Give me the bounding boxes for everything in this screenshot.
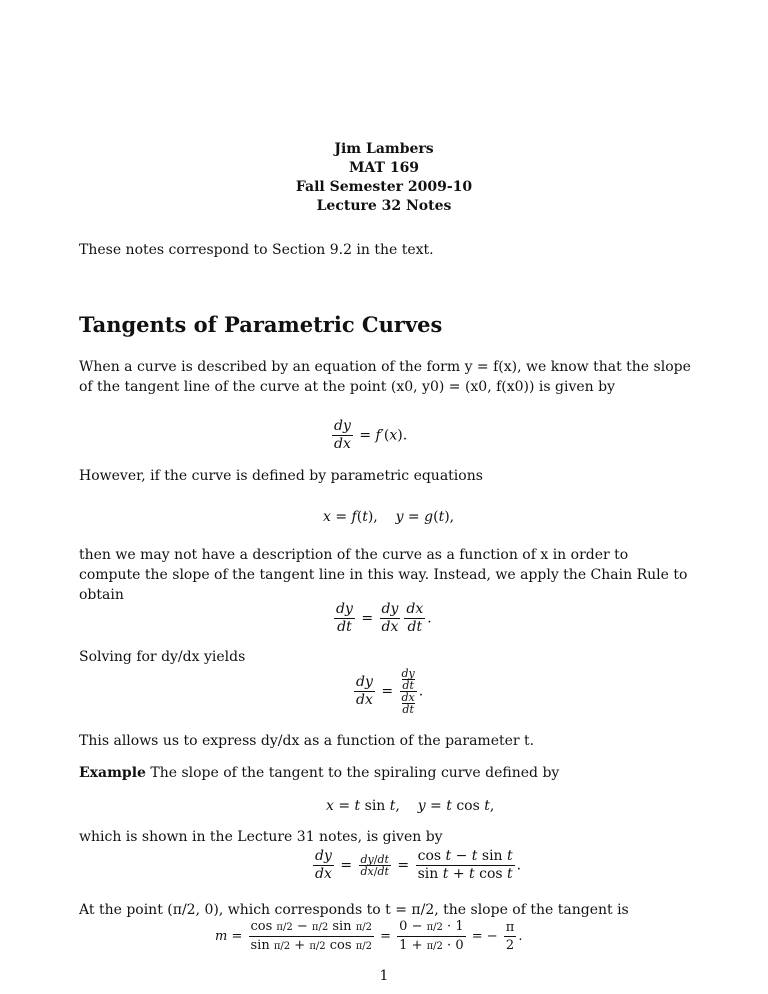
paragraph-6: which is shown in the Lecture 31 notes, is given by (79, 829, 443, 845)
equation-chain-rule: $\frac{dy}{dt}$ = $\frac{dy}{dx}$ $\frac{dx}{dt}$ . (336, 601, 432, 635)
page-number: 1 (379, 968, 389, 984)
paragraph-7: At the point (π/2, 0), which corresponds to t = π/2, the slope of the tangent is (79, 902, 629, 918)
equation-parametric: x = f(t), y = g(t), (323, 509, 455, 525)
semester: Fall Semester 2009-10 (295, 179, 473, 195)
equation-dydx-ratio: $\frac{dy}{dx}$ = dy dt dx dt . (356, 667, 424, 716)
paragraph-4: Solving for dy/dx yields (79, 649, 246, 665)
example-paragraph (79, 763, 559, 783)
lecture-title: Lecture 32 Notes (316, 198, 452, 214)
paragraph-3: then we may not have a description of the curve as a function of x in order to compute the slope of the tangent line in this way. Instead, we apply the Chain Rule to obtain (79, 547, 688, 603)
equation-spiral-slope: $\frac{dy}{dx}$ = $\frac{dy/dt}{dx/dt}$ = $\frac{\text{cos t − t sin t}}{\text{sin t + t cos t}}$ . (315, 848, 522, 882)
equation-spiral: x = t sin t, y = t cos t, (326, 798, 495, 814)
equation-slope-value: m = $\frac{\text{cos π/2 − π/2 sin π/2}}{\text{sin π/2 + π/2 cos π/2}}$ = $\frac{0 - \pi/2 \cdot 1}{1 + \pi/2 \cdot 0}$ = − $\frac{\pi}{2}$ . (215, 919, 523, 953)
section-title: Tangents of Parametric Curves (79, 312, 443, 337)
course: MAT 169 (348, 160, 420, 176)
example-label: Example (79, 765, 146, 781)
example-text: The slope of the tangent to the spiraling curve defined by (150, 765, 560, 781)
paragraph-5: This allows us to express dy/dx as a function of the parameter t. (79, 733, 535, 749)
equation-dydx-fprime: $\frac{dy}{dx}$ = f′(x). (334, 418, 408, 452)
paragraph-1: When a curve is described by an equation of the form y = f(x), we know that the slope of the tangent line of the curve at the point (x0, y0) = (x0, f(x0)) is given by (79, 359, 691, 395)
intro-text: These notes correspond to Section 9.2 in the text. (79, 242, 434, 258)
author: Jim Lambers (334, 141, 434, 157)
paragraph-2: However, if the curve is defined by parametric equations (79, 468, 483, 484)
document-header (0, 140, 768, 216)
